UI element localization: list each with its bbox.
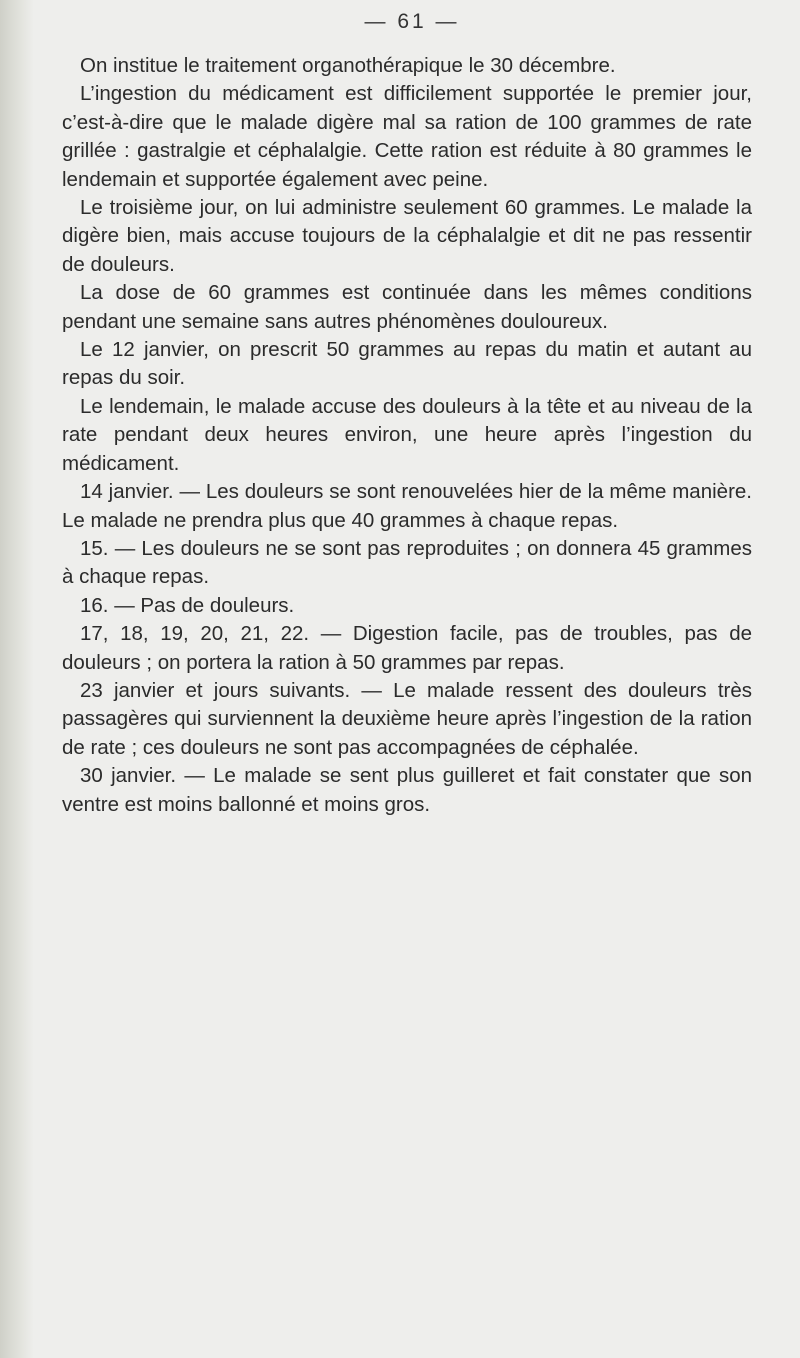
paragraph-3: Le troisième jour, on lui administre seulement 60 grammes. Le malade la digère bien, mais accuse toujours de la céphalalgie et dit ne pas ressentir de douleurs. (62, 196, 752, 276)
paragraph-4: La dose de 60 grammes est continuée dans les mêmes conditions pendant une semaine sans autres phénomènes douloureux. (62, 281, 752, 333)
page-gutter-shadow (0, 0, 34, 1358)
paragraph-10: 17, 18, 19, 20, 21, 22. — Digestion facile, pas de troubles, pas de douleurs ; on portera la ration à 50 grammes par repas. (62, 622, 752, 674)
paragraph-7: 14 janvier. — Les douleurs se sont renouvelées hier de la même manière. Le malade ne prendra plus que 40 grammes à chaque repas. (62, 480, 752, 532)
body-text (62, 52, 752, 819)
page-number: — 61 — (364, 10, 460, 33)
paragraph-11: 23 janvier et jours suivants. — Le malade ressent des douleurs très passagères qui surviennent la deuxième heure après l’ingestion de la ration de rate ; ces douleurs ne sont pas accompagnées de céphalée. (62, 678, 752, 759)
paragraph-12: 30 janvier. — Le malade se sent plus guilleret et fait constater que son ventre est moins ballonné et moins gros. (62, 764, 752, 816)
paragraph-8: 15. — Les douleurs ne se sont pas reproduites ; on donnera 45 grammes à chaque repas. (62, 536, 752, 589)
paragraph-1: On institue le traitement organothérapique le 30 décembre. (80, 54, 616, 77)
paragraph-2: L’ingestion du médicament est difficilement supportée le premier jour, c’est-à-dire que le malade digère mal sa ration de 100 grammes de rate grillée : gastralgie et céphalalgie. Cette ration est réduite à 80 grammes le lendemain et supportée également avec peine. (62, 82, 752, 191)
paragraph-5: Le 12 janvier, on prescrit 50 grammes au repas du matin et autant au repas du soir. (62, 338, 752, 390)
paragraph-6: Le lendemain, le malade accuse des douleurs à la tête et au niveau de la rate pendant deux heures environ, une heure après l’ingestion du médicament. (62, 394, 752, 475)
book-page (62, 0, 762, 1358)
paragraph-9: 16. — Pas de douleurs. (80, 593, 295, 617)
